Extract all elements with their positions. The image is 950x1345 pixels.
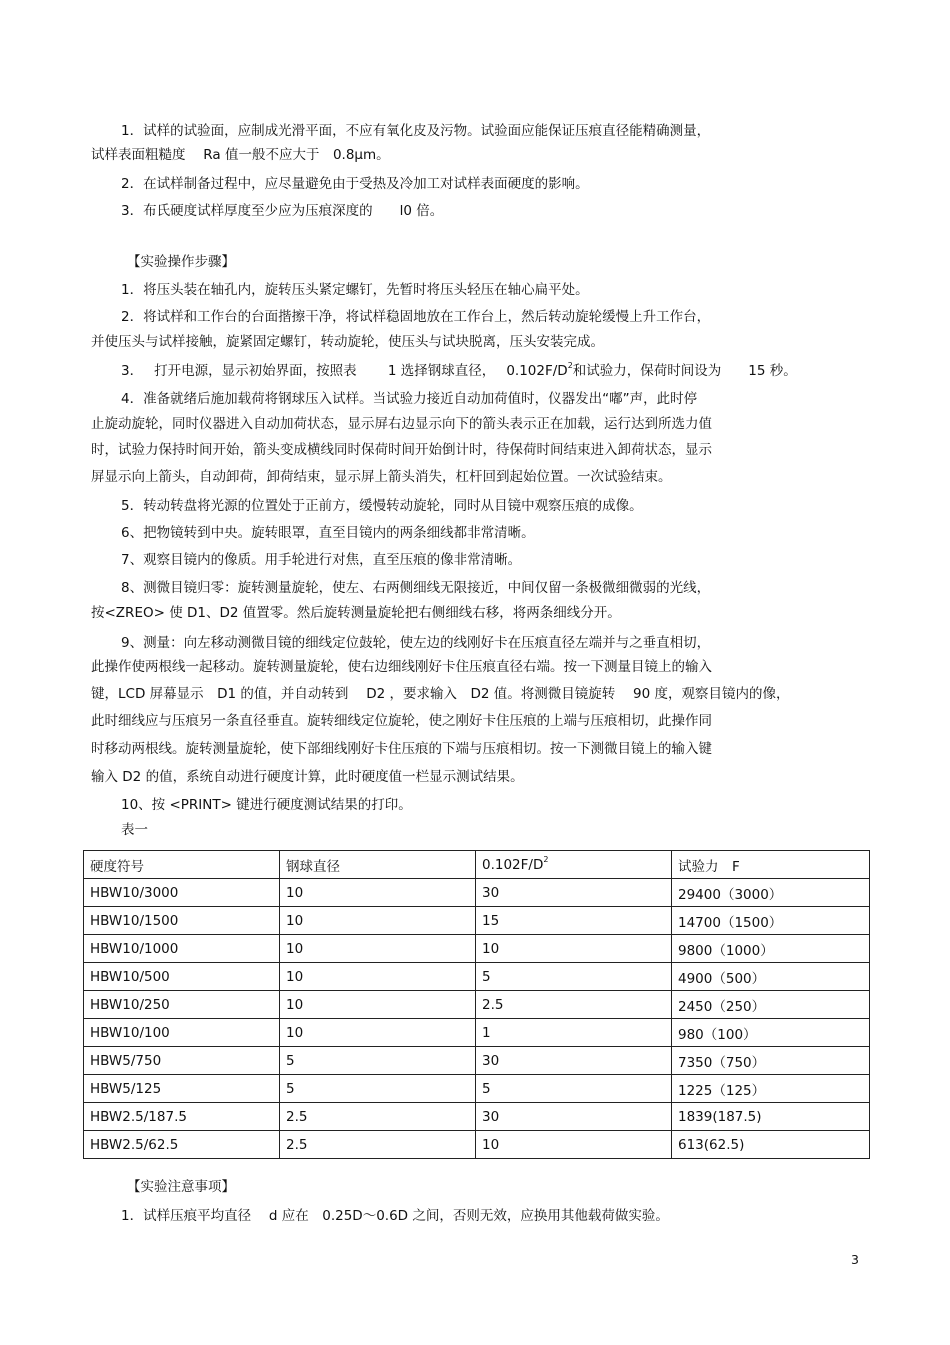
table-row bbox=[84, 963, 870, 991]
table-cell: HBW2.5/62.5 bbox=[84, 1131, 280, 1159]
table-header-cell bbox=[476, 851, 672, 879]
table-header-cell: 试验力 F bbox=[672, 851, 870, 879]
table-row bbox=[84, 1019, 870, 1047]
prep-para-3: 3．布氏硬度试样厚度至少应为压痕深度的 l0 倍。 bbox=[121, 203, 444, 219]
table-cell: 1 bbox=[476, 1019, 672, 1047]
table-cell: 10 bbox=[280, 907, 476, 935]
table-cell: 30 bbox=[476, 879, 672, 907]
table-row bbox=[84, 907, 870, 935]
step-9d: 此时细线应与压痕另一条直径垂直。旋转细线定位旋轮，使之刚好卡住压痕的上端与压痕相切，此操作同 bbox=[91, 713, 712, 729]
table-header-superscript: 2 bbox=[543, 854, 549, 864]
table-cell: HBW10/100 bbox=[84, 1019, 280, 1047]
prep-para-1a: 1．试样的试验面，应制成光滑平面，不应有氧化皮及污物。试验面应能保证压痕直径能精确测量， bbox=[121, 123, 711, 139]
step-8b: 按<ZREO> 使 D1、D2 值置零。然后旋转测量旋轮把右侧细线右移，将两条细线分开。 bbox=[91, 605, 621, 621]
table-cell: 2.5 bbox=[280, 1131, 476, 1159]
table-cell: 10 bbox=[280, 1019, 476, 1047]
table-cell: 4900（500） bbox=[672, 963, 870, 991]
step-3 bbox=[121, 361, 797, 381]
step-4c: 时，试验力保持时间开始，箭头变成横线同时保荷时间开始倒计时，待保荷时间结束进入卸荷状态，显示 bbox=[91, 442, 712, 458]
table-cell: 1225（125） bbox=[672, 1075, 870, 1103]
table-cell: 613(62.5) bbox=[672, 1131, 870, 1159]
step-9c: 键，LCD 屏幕显示 D1 的值，并自动转到 D2 ，要求输入 D2 值。将测微目镜旋转 90 度，观察目镜内的像， bbox=[91, 686, 790, 702]
table-cell: 5 bbox=[280, 1047, 476, 1075]
step-4b: 止旋动旋轮，同时仪器进入自动加荷状态，显示屏右边显示向下的箭头表示正在加载，运行达到所选力值 bbox=[91, 416, 712, 432]
table-cell: HBW2.5/187.5 bbox=[84, 1103, 280, 1131]
step-9e: 时移动两根线。旋转测量旋轮，使下部细线刚好卡住压痕的下端与压痕相切。按一下测微目镜上的输入键 bbox=[91, 741, 712, 757]
step-3-text-b: 和试验力，保荷时间设为 15 秒。 bbox=[572, 363, 797, 379]
table-cell: HBW10/1000 bbox=[84, 935, 280, 963]
table-cell: 2.5 bbox=[280, 1103, 476, 1131]
table-cell: HBW5/750 bbox=[84, 1047, 280, 1075]
table-row bbox=[84, 1075, 870, 1103]
table-row bbox=[84, 1047, 870, 1075]
table-cell: 10 bbox=[476, 1131, 672, 1159]
table-cell: 10 bbox=[280, 991, 476, 1019]
prep-para-2: 2．在试样制备过程中，应尽量避免由于受热及冷加工对试样表面硬度的影响。 bbox=[121, 176, 589, 192]
hardness-table bbox=[83, 850, 870, 1159]
step-9b: 此操作使两根线一起移动。旋转测量旋轮，使右边细线刚好卡住压痕直径右端。按一下测量目镜上的输入 bbox=[91, 659, 712, 675]
step-4d: 屏显示向上箭头，自动卸荷，卸荷结束，显示屏上箭头消失，杠杆回到起始位置。一次试验结束。 bbox=[91, 469, 672, 485]
step-10: 10、按 <PRINT> 键进行硬度测试结果的打印。 bbox=[121, 797, 412, 813]
table-cell: 9800（1000） bbox=[672, 935, 870, 963]
table-cell: 10 bbox=[280, 963, 476, 991]
table-cell: 10 bbox=[280, 879, 476, 907]
notes-heading: 【实验注意事项】 bbox=[127, 1179, 235, 1195]
step-7: 7、观察目镜内的像质。用手轮进行对焦，直至压痕的像非常清晰。 bbox=[121, 552, 522, 568]
table-cell: 2.5 bbox=[476, 991, 672, 1019]
table-cell: 5 bbox=[476, 963, 672, 991]
table-cell: HBW10/1500 bbox=[84, 907, 280, 935]
table-header-row bbox=[84, 851, 870, 879]
step-9a: 9、测量：向左移动测微目镜的细线定位鼓轮，使左边的线刚好卡在压痕直径左端并与之垂直相切， bbox=[121, 635, 711, 651]
prep-para-1b: 试样表面粗糙度 Ra 值一般不应大于 0.8μm。 bbox=[91, 147, 390, 163]
table-row bbox=[84, 935, 870, 963]
page-number: 3 bbox=[851, 1252, 859, 1267]
step-3-superscript: 2 bbox=[567, 361, 573, 370]
table-cell: HBW5/125 bbox=[84, 1075, 280, 1103]
table-cell: 15 bbox=[476, 907, 672, 935]
step-1: 1．将压头装在轴孔内，旋转压头紧定螺钉，先暂时将压头轻压在轴心扁平处。 bbox=[121, 282, 589, 298]
table-row bbox=[84, 1131, 870, 1159]
step-3-text-a: 3． 打开电源，显示初始界面，按照表 1 选择钢球直径， 0.102F/D bbox=[121, 363, 568, 379]
table-cell: 2450（250） bbox=[672, 991, 870, 1019]
steps-heading: 【实验操作步骤】 bbox=[127, 254, 235, 270]
step-9f: 输入 D2 的值，系统自动进行硬度计算，此时硬度值一栏显示测试结果。 bbox=[91, 769, 524, 785]
table-cell: 30 bbox=[476, 1103, 672, 1131]
note-1: 1．试样压痕平均直径 d 应在 0.25D～0.6D 之间，否则无效，应换用其他载荷做实验。 bbox=[121, 1208, 669, 1224]
step-8a: 8、测微目镜归零：旋转测量旋轮，使左、右两侧细线无限接近，中间仅留一条极微细微弱的光线， bbox=[121, 580, 711, 596]
table-row bbox=[84, 991, 870, 1019]
table-cell: 30 bbox=[476, 1047, 672, 1075]
step-4a: 4．准备就绪后施加载荷将钢球压入试样。当试验力接近自动加荷值时，仪器发出“嘟”声，此时停 bbox=[121, 391, 698, 407]
table-header-cell: 硬度符号 bbox=[84, 851, 280, 879]
step-2a: 2．将试样和工作台的台面揩擦干净，将试样稳固地放在工作台上，然后转动旋轮缓慢上升工作台， bbox=[121, 309, 711, 325]
table-cell: 5 bbox=[280, 1075, 476, 1103]
step-5: 5．转动转盘将光源的位置处于正前方，缓慢转动旋轮，同时从目镜中观察压痕的成像。 bbox=[121, 498, 643, 514]
table-cell: 7350（750） bbox=[672, 1047, 870, 1075]
table-cell: 29400（3000） bbox=[672, 879, 870, 907]
table-row bbox=[84, 1103, 870, 1131]
table-cell: 10 bbox=[476, 935, 672, 963]
table-header-cell: 钢球直径 bbox=[280, 851, 476, 879]
table-header-text: 0.102F/D bbox=[482, 856, 544, 873]
table-cell: 5 bbox=[476, 1075, 672, 1103]
table-cell: HBW10/250 bbox=[84, 991, 280, 1019]
step-6: 6、把物镜转到中央。旋转眼罩，直至目镜内的两条细线都非常清晰。 bbox=[121, 525, 535, 541]
table-cell: HBW10/3000 bbox=[84, 879, 280, 907]
step-2b: 并使压头与试样接触，旋紧固定螺钉，转动旋轮，使压头与试块脱离，压头安装完成。 bbox=[91, 334, 604, 350]
table-cell: 14700（1500） bbox=[672, 907, 870, 935]
table-row bbox=[84, 879, 870, 907]
table-cell: 10 bbox=[280, 935, 476, 963]
table-caption: 表一 bbox=[121, 822, 148, 838]
table-cell: 980（100） bbox=[672, 1019, 870, 1047]
table-cell: HBW10/500 bbox=[84, 963, 280, 991]
table-cell: 1839(187.5) bbox=[672, 1103, 870, 1131]
